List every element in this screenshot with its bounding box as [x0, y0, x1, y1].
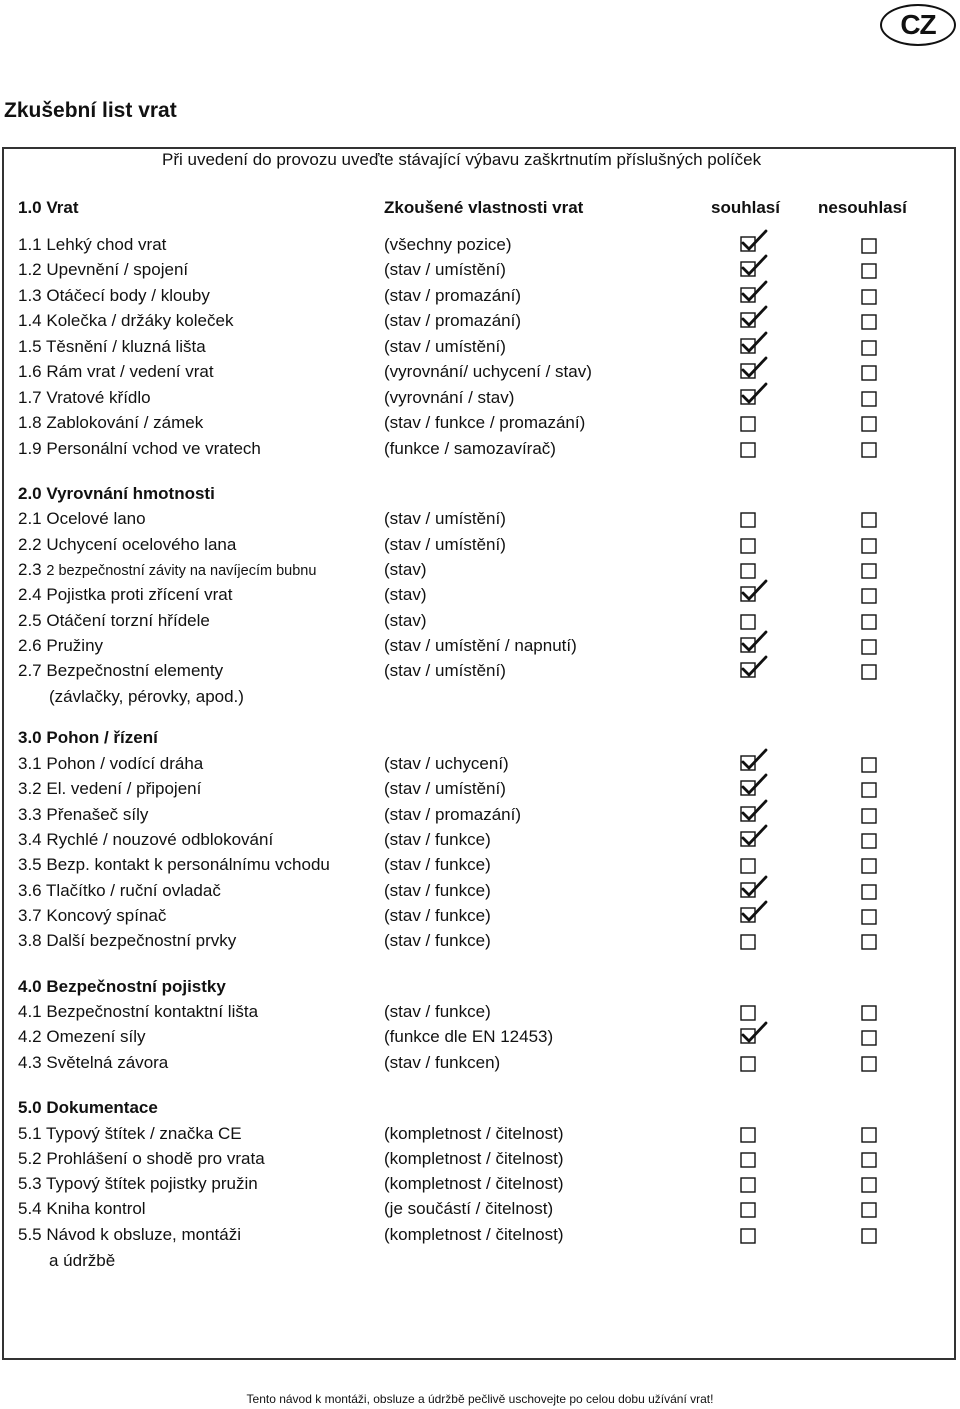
item-label-continuation: (závlačky, pérovky, apod.): [49, 687, 244, 706]
item-label: 1.1 Lehký chod vrat: [18, 235, 167, 254]
checklist-row: [0, 509, 960, 533]
checklist-row: [0, 585, 960, 609]
item-property: (stav / umístění): [384, 260, 506, 279]
checklist-row: [0, 439, 960, 463]
checklist-row: [0, 855, 960, 879]
agree-checkbox[interactable]: [740, 356, 757, 376]
item-label: 5.3 Typový štítek pojistky pružin: [18, 1174, 258, 1193]
agree-checkbox[interactable]: [740, 875, 757, 895]
item-label: 3.1 Pohon / vodící dráha: [18, 754, 204, 773]
disagree-checkbox[interactable]: [861, 932, 878, 952]
item-label: 1.4 Kolečka / držáky koleček: [18, 311, 234, 330]
item-label: 1.9 Personální vchod ve vratech: [18, 439, 261, 458]
item-property: (stav / funkce): [384, 906, 491, 925]
item-property: (stav / promazání): [384, 311, 521, 330]
agree-checkbox[interactable]: [740, 229, 757, 249]
checklist-row: [0, 661, 960, 706]
agree-checkbox[interactable]: [740, 900, 757, 920]
checklist-row: [0, 1225, 960, 1270]
item-label: 1.8 Zablokování / zámek: [18, 413, 204, 432]
agree-checkbox[interactable]: [740, 305, 757, 325]
disagree-checkbox[interactable]: [861, 363, 878, 383]
item-property: (stav): [384, 611, 427, 630]
item-label: 5.4 Kniha kontrol: [18, 1199, 146, 1218]
item-property: (kompletnost / čitelnost): [384, 1124, 564, 1143]
item-number: 2.3: [18, 560, 42, 579]
item-property: (stav): [384, 585, 427, 604]
item-property: (stav / promazání): [384, 286, 521, 305]
item-property: (stav / funkce): [384, 855, 491, 874]
agree-checkbox[interactable]: [740, 824, 757, 844]
disagree-checkbox[interactable]: [861, 882, 878, 902]
item-label: 4.3 Světelná závora: [18, 1053, 169, 1072]
disagree-checkbox[interactable]: [861, 440, 878, 460]
checklist-row: [0, 830, 960, 854]
agree-checkbox[interactable]: [740, 440, 757, 460]
agree-checkbox[interactable]: [740, 1054, 757, 1074]
item-property: (stav / umístění): [384, 661, 506, 680]
disagree-checkbox[interactable]: [861, 1125, 878, 1145]
page-title: Zkušební list vrat: [4, 99, 177, 122]
disagree-checkbox[interactable]: [861, 1226, 878, 1246]
checklist-row: [0, 805, 960, 829]
item-property: (funkce dle EN 12453): [384, 1027, 554, 1046]
item-property: (je součástí / čitelnost): [384, 1199, 554, 1218]
item-property: (funkce / samozavírač): [384, 439, 556, 458]
item-property: (vyrovnání / stav): [384, 388, 515, 407]
checklist-row: [0, 636, 960, 660]
header-agree: souhlasí: [711, 198, 780, 217]
item-label: 4.1 Bezpečnostní kontaktní lišta: [18, 1002, 259, 1021]
agree-checkbox[interactable]: [740, 655, 757, 675]
disagree-checkbox[interactable]: [861, 806, 878, 826]
disagree-checkbox[interactable]: [861, 612, 878, 632]
item-label: 5.5 Návod k obsluze, montáži: [18, 1225, 242, 1244]
item-property: (stav / funkce): [384, 830, 491, 849]
disagree-checkbox[interactable]: [861, 312, 878, 332]
checklist-row: [0, 1124, 960, 1148]
section-title: 3.0 Pohon / řízení: [18, 728, 158, 747]
item-label: 3.4 Rychlé / nouzové odblokování: [18, 830, 274, 849]
agree-checkbox[interactable]: [740, 1226, 757, 1246]
item-label: 3.8 Další bezpečnostní prvky: [18, 931, 237, 950]
item-label: [18, 560, 316, 580]
disagree-checkbox[interactable]: [861, 1150, 878, 1170]
checklist-row: [0, 1149, 960, 1173]
disagree-checkbox[interactable]: [861, 261, 878, 281]
item-label: 1.2 Upevnění / spojení: [18, 260, 189, 279]
disagree-checkbox[interactable]: [861, 662, 878, 682]
checklist-row: [0, 337, 960, 361]
item-property: (stav / umístění / napnutí): [384, 636, 577, 655]
disagree-checkbox[interactable]: [861, 389, 878, 409]
item-property: (všechny pozice): [384, 235, 512, 254]
item-label: 5.2 Prohlášení o shodě pro vrata: [18, 1149, 265, 1168]
item-label: 1.3 Otáčecí body / klouby: [18, 286, 210, 305]
instruction-text: Při uvedení do provozu uveďte stávající výbavu zaškrtnutím příslušných políček: [162, 150, 762, 169]
disagree-checkbox[interactable]: [861, 536, 878, 556]
disagree-checkbox[interactable]: [861, 907, 878, 927]
disagree-checkbox[interactable]: [861, 287, 878, 307]
agree-checkbox[interactable]: [740, 1021, 757, 1041]
item-label: 2.5 Otáčení torzní hřídele: [18, 611, 210, 630]
checklist-row: [0, 1002, 960, 1026]
agree-checkbox[interactable]: [740, 1175, 757, 1195]
item-label: 3.6 Tlačítko / ruční ovladač: [18, 881, 221, 900]
agree-checkbox[interactable]: [740, 1125, 757, 1145]
checklist-row: [0, 311, 960, 335]
agree-checkbox[interactable]: [740, 254, 757, 274]
checklist-row: [0, 388, 960, 412]
agree-checkbox[interactable]: [740, 510, 757, 530]
checklist-row: [0, 779, 960, 803]
checklist-row: [0, 560, 960, 584]
checklist-row: [0, 235, 960, 259]
item-label: 1.6 Rám vrat / vedení vrat: [18, 362, 214, 381]
section-title: 2.0 Vyrovnání hmotnosti: [18, 484, 215, 503]
item-property: (stav / funkce): [384, 1002, 491, 1021]
disagree-checkbox[interactable]: [861, 414, 878, 434]
agree-checkbox[interactable]: [740, 612, 757, 632]
item-label: 2.2 Uchycení ocelového lana: [18, 535, 237, 554]
item-property: (stav / uchycení): [384, 754, 509, 773]
agree-checkbox[interactable]: [740, 561, 757, 581]
checklist-row: [0, 286, 960, 310]
item-label: 2.4 Pojistka proti zřícení vrat: [18, 585, 233, 604]
item-label-continuation: a údržbě: [49, 1251, 116, 1270]
checklist-row: [0, 260, 960, 284]
item-property: (stav / promazání): [384, 805, 521, 824]
disagree-checkbox[interactable]: [861, 338, 878, 358]
item-label: 2.1 Ocelové lano: [18, 509, 146, 528]
disagree-checkbox[interactable]: [861, 831, 878, 851]
item-label: 2.6 Pružiny: [18, 636, 104, 655]
disagree-checkbox[interactable]: [861, 586, 878, 606]
disagree-checkbox[interactable]: [861, 561, 878, 581]
disagree-checkbox[interactable]: [861, 1200, 878, 1220]
agree-checkbox[interactable]: [740, 773, 757, 793]
checklist-row: [0, 362, 960, 386]
checklist-row: [0, 611, 960, 635]
agree-checkbox[interactable]: [740, 1200, 757, 1220]
disagree-checkbox[interactable]: [861, 755, 878, 775]
agree-checkbox[interactable]: [740, 331, 757, 351]
item-property: (stav / umístění): [384, 779, 506, 798]
item-label: 3.7 Koncový spínač: [18, 906, 167, 925]
item-label: 3.5 Bezp. kontakt k personálnímu vchodu: [18, 855, 330, 874]
item-label: 4.2 Omezení síly: [18, 1027, 146, 1046]
item-label: 1.7 Vratové křídlo: [18, 388, 151, 407]
footer-note: Tento návod k montáži, obsluze a údržbě pečlivě uschovejte po celou dobu užívání vrat!: [246, 1392, 714, 1406]
checklist-row: [0, 535, 960, 559]
disagree-checkbox[interactable]: [861, 236, 878, 256]
item-property: (stav / funkce): [384, 931, 491, 950]
checklist-row: [0, 1053, 960, 1077]
disagree-checkbox[interactable]: [861, 1054, 878, 1074]
disagree-checkbox[interactable]: [861, 637, 878, 657]
item-property: (stav / funkce / promazání): [384, 413, 586, 432]
agree-checkbox[interactable]: [740, 579, 757, 599]
agree-checkbox[interactable]: [740, 799, 757, 819]
header-section: 1.0 Vrat: [18, 198, 79, 217]
checklist-row: [0, 931, 960, 955]
item-property: (kompletnost / čitelnost): [384, 1225, 564, 1244]
agree-checkbox[interactable]: [740, 856, 757, 876]
disagree-checkbox[interactable]: [861, 1003, 878, 1023]
item-property: (stav / funkce): [384, 881, 491, 900]
item-label: 3.3 Přenašeč síly: [18, 805, 149, 824]
disagree-checkbox[interactable]: [861, 1028, 878, 1048]
checklist-row: [0, 754, 960, 778]
item-label-small: 2 bezpečnostní závity na navíjecím bubnu: [46, 563, 317, 579]
agree-checkbox[interactable]: [740, 932, 757, 952]
disagree-checkbox[interactable]: [861, 780, 878, 800]
disagree-checkbox[interactable]: [861, 1175, 878, 1195]
agree-checkbox[interactable]: [740, 414, 757, 434]
checklist-row: [0, 1174, 960, 1198]
checklist-row: [0, 906, 960, 930]
item-property: (kompletnost / čitelnost): [384, 1149, 564, 1168]
section-title: 5.0 Dokumentace: [18, 1098, 158, 1117]
agree-checkbox[interactable]: [740, 382, 757, 402]
agree-checkbox[interactable]: [740, 1150, 757, 1170]
header-property: Zkoušené vlastnosti vrat: [384, 198, 584, 217]
country-badge: CZ: [880, 4, 956, 46]
item-property: (stav / umístění): [384, 509, 506, 528]
item-label: 5.1 Typový štítek / značka CE: [18, 1124, 242, 1143]
disagree-checkbox[interactable]: [861, 510, 878, 530]
section-title: 4.0 Bezpečnostní pojistky: [18, 977, 226, 996]
agree-checkbox[interactable]: [740, 748, 757, 768]
item-property: (stav): [384, 560, 427, 579]
checklist-row: [0, 881, 960, 905]
agree-checkbox[interactable]: [740, 630, 757, 650]
agree-checkbox[interactable]: [740, 536, 757, 556]
checklist-row: [0, 1027, 960, 1051]
item-property: (vyrovnání/ uchycení / stav): [384, 362, 592, 381]
item-property: (stav / umístění): [384, 337, 506, 356]
checklist-row: [0, 1199, 960, 1223]
checklist-row: [0, 413, 960, 437]
disagree-checkbox[interactable]: [861, 856, 878, 876]
agree-checkbox[interactable]: [740, 1003, 757, 1023]
item-label: 1.5 Těsnění / kluzná lišta: [18, 337, 206, 356]
item-label: 3.2 El. vedení / připojení: [18, 779, 202, 798]
item-label: 2.7 Bezpečnostní elementy: [18, 661, 224, 680]
item-property: (stav / funkcen): [384, 1053, 501, 1072]
agree-checkbox[interactable]: [740, 280, 757, 300]
header-disagree: nesouhlasí: [818, 198, 907, 217]
item-property: (kompletnost / čitelnost): [384, 1174, 564, 1193]
item-property: (stav / umístění): [384, 535, 506, 554]
